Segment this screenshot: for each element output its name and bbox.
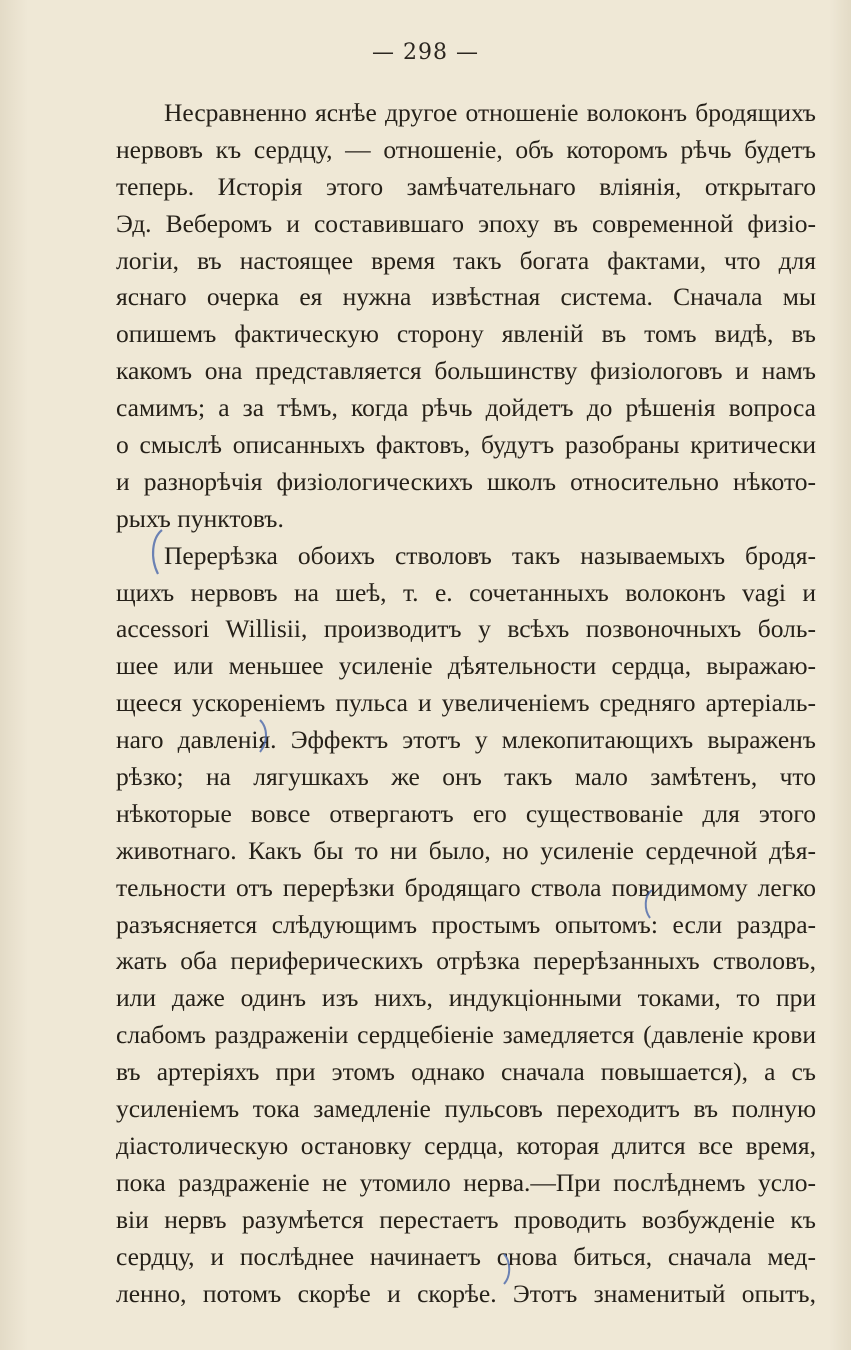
text-line: діастолическую остановку сердца, которая длится все время,: [116, 1130, 816, 1160]
text-line: теперь. Исторія этого замѣчательнаго вліянія, открытаго: [116, 171, 816, 201]
text-line: наго давленія. Эффектъ этотъ у млекопитающихъ выраженъ: [116, 725, 816, 755]
text-line: accessori Willisii, производитъ у всѣхъ позвоночныхъ боль-: [116, 614, 816, 644]
text-line: логіи, въ настоящее время такъ богата фактами, что для: [116, 245, 816, 275]
page-number: — 298 —: [372, 40, 479, 65]
text-line: и разнорѣчія физіологическихъ школъ относительно нѣкото-: [116, 466, 816, 496]
text-line: въ артеріяхъ при этомъ однако сначала повышается), а съ: [116, 1057, 816, 1087]
text-line: нервовъ къ сердцу, — отношеніе, объ которомъ рѣчь будетъ: [116, 134, 816, 164]
text-line: опишемъ фактическую сторону явленій въ томъ видѣ, въ: [116, 319, 816, 349]
text-line: пока раздраженіе не утомило нерва.—При послѣднемъ усло-: [116, 1167, 816, 1197]
text-line: яснаго очерка ея нужна извѣстная система. Сначала мы: [116, 282, 816, 312]
body-text: [116, 95, 816, 1312]
text-line: разъясняется слѣдующимъ простымъ опытомъ: если раздра-: [116, 909, 816, 939]
text-line: ленно, потомъ скорѣе и скорѣе. Этотъ знаменитый опытъ,: [116, 1278, 816, 1308]
pencil-bracket-mark: [256, 718, 272, 754]
pencil-bracket-mark: [146, 528, 166, 576]
text-line: рѣзко; на лягушкахъ же онъ такъ мало замѣтенъ, что: [116, 762, 816, 792]
pencil-bracket-mark: [500, 1252, 514, 1286]
text-line: рыхъ пунктовъ.: [116, 503, 284, 533]
text-line: щихъ нервовъ на шеѣ, т. е. сочетанныхъ волоконъ vagi и: [116, 577, 816, 607]
text-line: самимъ; а за тѣмъ, когда рѣчь дойдетъ до рѣшенія вопроса: [116, 393, 816, 423]
text-line: слабомъ раздраженіи сердцебіеніе замедляется (давленіе крови: [116, 1020, 816, 1050]
text-line: о смыслѣ описанныхъ фактовъ, будутъ разобраны критически: [116, 430, 816, 460]
text-line: или даже одинъ изъ нихъ, индукціонными токами, то при: [116, 983, 816, 1013]
text-line: усиленіемъ тока замедленіе пульсовъ переходитъ въ полную: [116, 1094, 816, 1124]
text-line: сердцу, и послѣднее начинаетъ снова биться, сначала мед-: [116, 1241, 816, 1271]
text-line: віи нервъ разумѣется перестаетъ проводить возбужденіе къ: [116, 1204, 816, 1234]
text-line: жать оба периферическихъ отрѣзка перерѣзанныхъ стволовъ,: [116, 946, 816, 976]
text-line: животнаго. Какъ бы то ни было, но усиленіе сердечной дѣя-: [116, 835, 816, 865]
text-line: нѣкоторые вовсе отвергаютъ его существованіе для этого: [116, 798, 816, 828]
text-line: Эд. Веберомъ и составившаго эпоху въ современной физіо-: [116, 208, 816, 238]
text-line: щееся ускореніемъ пульса и увеличеніемъ средняго артеріаль-: [116, 688, 816, 718]
text-line: Несравненно яснѣе другое отношеніе волоконъ бродящихъ: [164, 98, 816, 127]
text-line: шее или меньшее усиленіе дѣятельности сердца, выражаю-: [116, 651, 816, 681]
text-line: Перерѣзка обоихъ стволовъ такъ называемыхъ бродя-: [164, 540, 816, 570]
pencil-bracket-mark: [640, 888, 656, 920]
text-line: тельности отъ перерѣзки бродящаго ствола повидимому легко: [116, 872, 816, 902]
text-line: какомъ она представляется большинству физіологовъ и намъ: [116, 356, 816, 386]
